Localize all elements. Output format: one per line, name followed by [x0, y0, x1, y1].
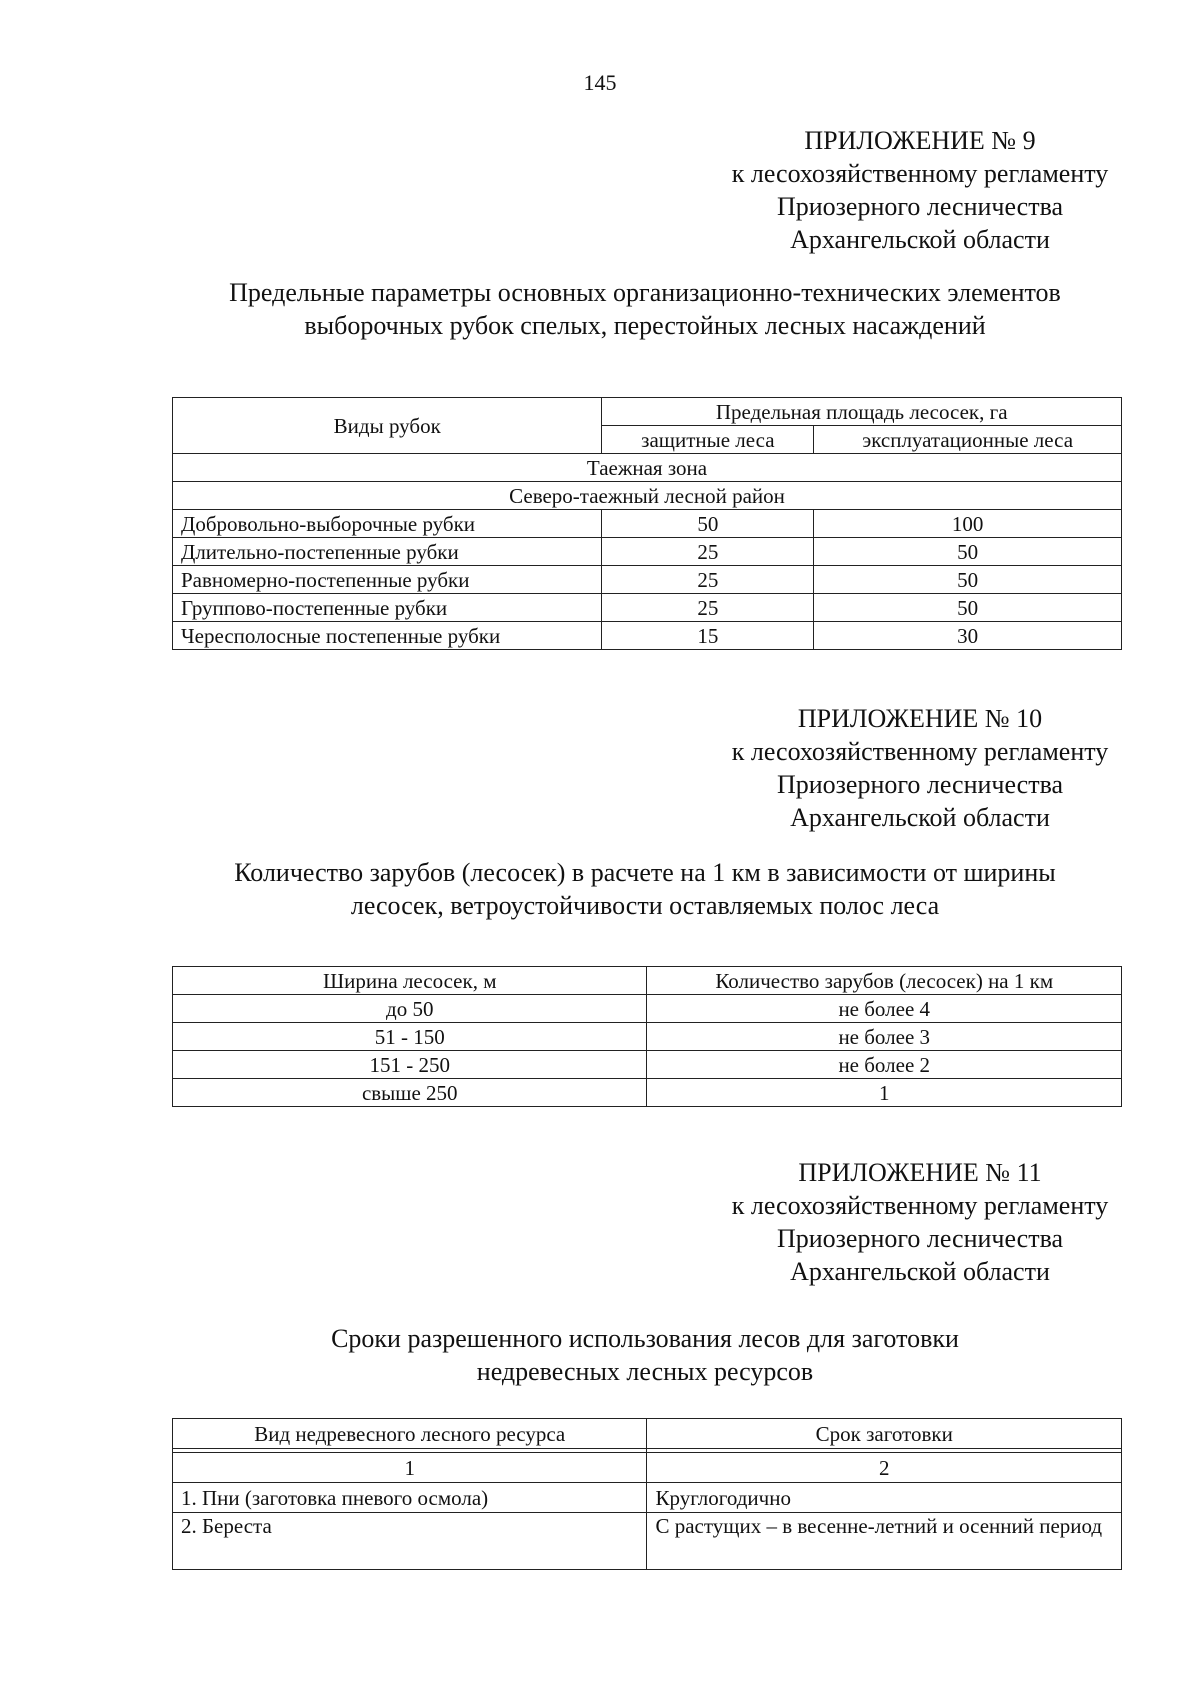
table-row [173, 1023, 1122, 1051]
heading-line: Сроки разрешенного использования лесов для заготовки [331, 1324, 959, 1353]
cell-count: не более 3 [647, 1023, 1122, 1051]
appendix-11-header [530, 1156, 1130, 1288]
cell-period: С растущих – в весенне-летний и осенний период [647, 1513, 1122, 1570]
appendix-line: Архангельской области [790, 225, 1050, 254]
cell-protective: 15 [602, 622, 814, 650]
cell-count: 1 [647, 1079, 1122, 1107]
cell-protective: 25 [602, 538, 814, 566]
table-row [173, 1051, 1122, 1079]
appendix-line: к лесохозяйственному регламенту [731, 1191, 1109, 1220]
appendix-line: Архангельской области [790, 803, 1050, 832]
appendix-title: ПРИЛОЖЕНИЕ № 9 [804, 126, 1036, 155]
heading-line: лесосек, ветроустойчивости оставляемых полос леса [350, 891, 940, 920]
header-cell: Ширина лесосек, м [173, 967, 647, 995]
cell-type: Добровольно-выборочные рубки [173, 510, 602, 538]
heading-line: недревесных лесных ресурсов [476, 1357, 814, 1386]
heading-line: Предельные параметры основных организационно-технических элементов [229, 278, 1061, 307]
table-row [173, 510, 1122, 538]
cell-resource: 2. Береста [173, 1513, 647, 1570]
table-row [173, 622, 1122, 650]
region-cell: Северо-таежный лесной район [173, 482, 1122, 510]
cell-count: не более 4 [647, 995, 1122, 1023]
header-cell: Вид недревесного лесного ресурса [173, 1419, 647, 1449]
page-number: 145 [583, 70, 617, 95]
header-cell: Количество зарубов (лесосек) на 1 км [647, 967, 1122, 995]
cell-type: Чересполосные постепенные рубки [173, 622, 602, 650]
header-cell: эксплуатационные леса [814, 426, 1122, 454]
appendix-line: Архангельской области [790, 1257, 1050, 1286]
appendix-10-heading [170, 856, 1120, 922]
cell-type: Группово-постепенные рубки [173, 594, 602, 622]
appendix-10-header [530, 702, 1130, 834]
header-cell: Предельная площадь лесосек, га [602, 398, 1122, 426]
appendix-line: Приозерного лесничества [776, 192, 1064, 221]
appendix-line: к лесохозяйственному регламенту [731, 737, 1109, 766]
table-row [173, 538, 1122, 566]
heading-line: Количество зарубов (лесосек) в расчете на 1 км в зависимости от ширины [234, 858, 1056, 887]
heading-line: выборочных рубок спелых, перестойных лесных насаждений [304, 311, 986, 340]
table-row [173, 1513, 1122, 1570]
header-cell: Виды рубок [173, 398, 602, 454]
cell-exploitation: 50 [814, 538, 1122, 566]
header-cell: защитные леса [602, 426, 814, 454]
cell-count: не более 2 [647, 1051, 1122, 1079]
table-row [173, 566, 1122, 594]
cell-protective: 25 [602, 594, 814, 622]
cell-type: Длительно-постепенные рубки [173, 538, 602, 566]
appendix-line: к лесохозяйственному регламенту [731, 159, 1109, 188]
cell-exploitation: 50 [814, 566, 1122, 594]
cell-width: свыше 250 [173, 1079, 647, 1107]
zone-cell: Таежная зона [173, 454, 1122, 482]
appendix-line: Приозерного лесничества [776, 770, 1064, 799]
table-row [173, 1483, 1122, 1513]
cell-width: до 50 [173, 995, 647, 1023]
table-cuts-per-km [172, 966, 1122, 1107]
appendix-title: ПРИЛОЖЕНИЕ № 10 [797, 704, 1043, 733]
appendix-title: ПРИЛОЖЕНИЕ № 11 [798, 1158, 1042, 1187]
cell-exploitation: 50 [814, 594, 1122, 622]
cell-width: 51 - 150 [173, 1023, 647, 1051]
cell-type: Равномерно-постепенные рубки [173, 566, 602, 594]
appendix-9-heading [170, 276, 1120, 342]
header-cell: Срок заготовки [647, 1419, 1122, 1449]
appendix-11-heading [170, 1322, 1120, 1388]
cell-exploitation: 100 [814, 510, 1122, 538]
cell-protective: 25 [602, 566, 814, 594]
cell-resource: 1. Пни (заготовка пневого осмола) [173, 1483, 647, 1513]
column-number: 2 [647, 1453, 1122, 1483]
column-number: 1 [173, 1453, 647, 1483]
appendix-line: Приозерного лесничества [776, 1224, 1064, 1253]
table-row [173, 995, 1122, 1023]
table-nontimber-resources [172, 1418, 1122, 1570]
appendix-9-header [530, 124, 1130, 256]
cell-exploitation: 30 [814, 622, 1122, 650]
cell-period: Круглогодично [647, 1483, 1122, 1513]
table-row [173, 1079, 1122, 1107]
cell-width: 151 - 250 [173, 1051, 647, 1079]
cell-protective: 50 [602, 510, 814, 538]
table-row [173, 594, 1122, 622]
table-logging-parameters [172, 397, 1122, 650]
